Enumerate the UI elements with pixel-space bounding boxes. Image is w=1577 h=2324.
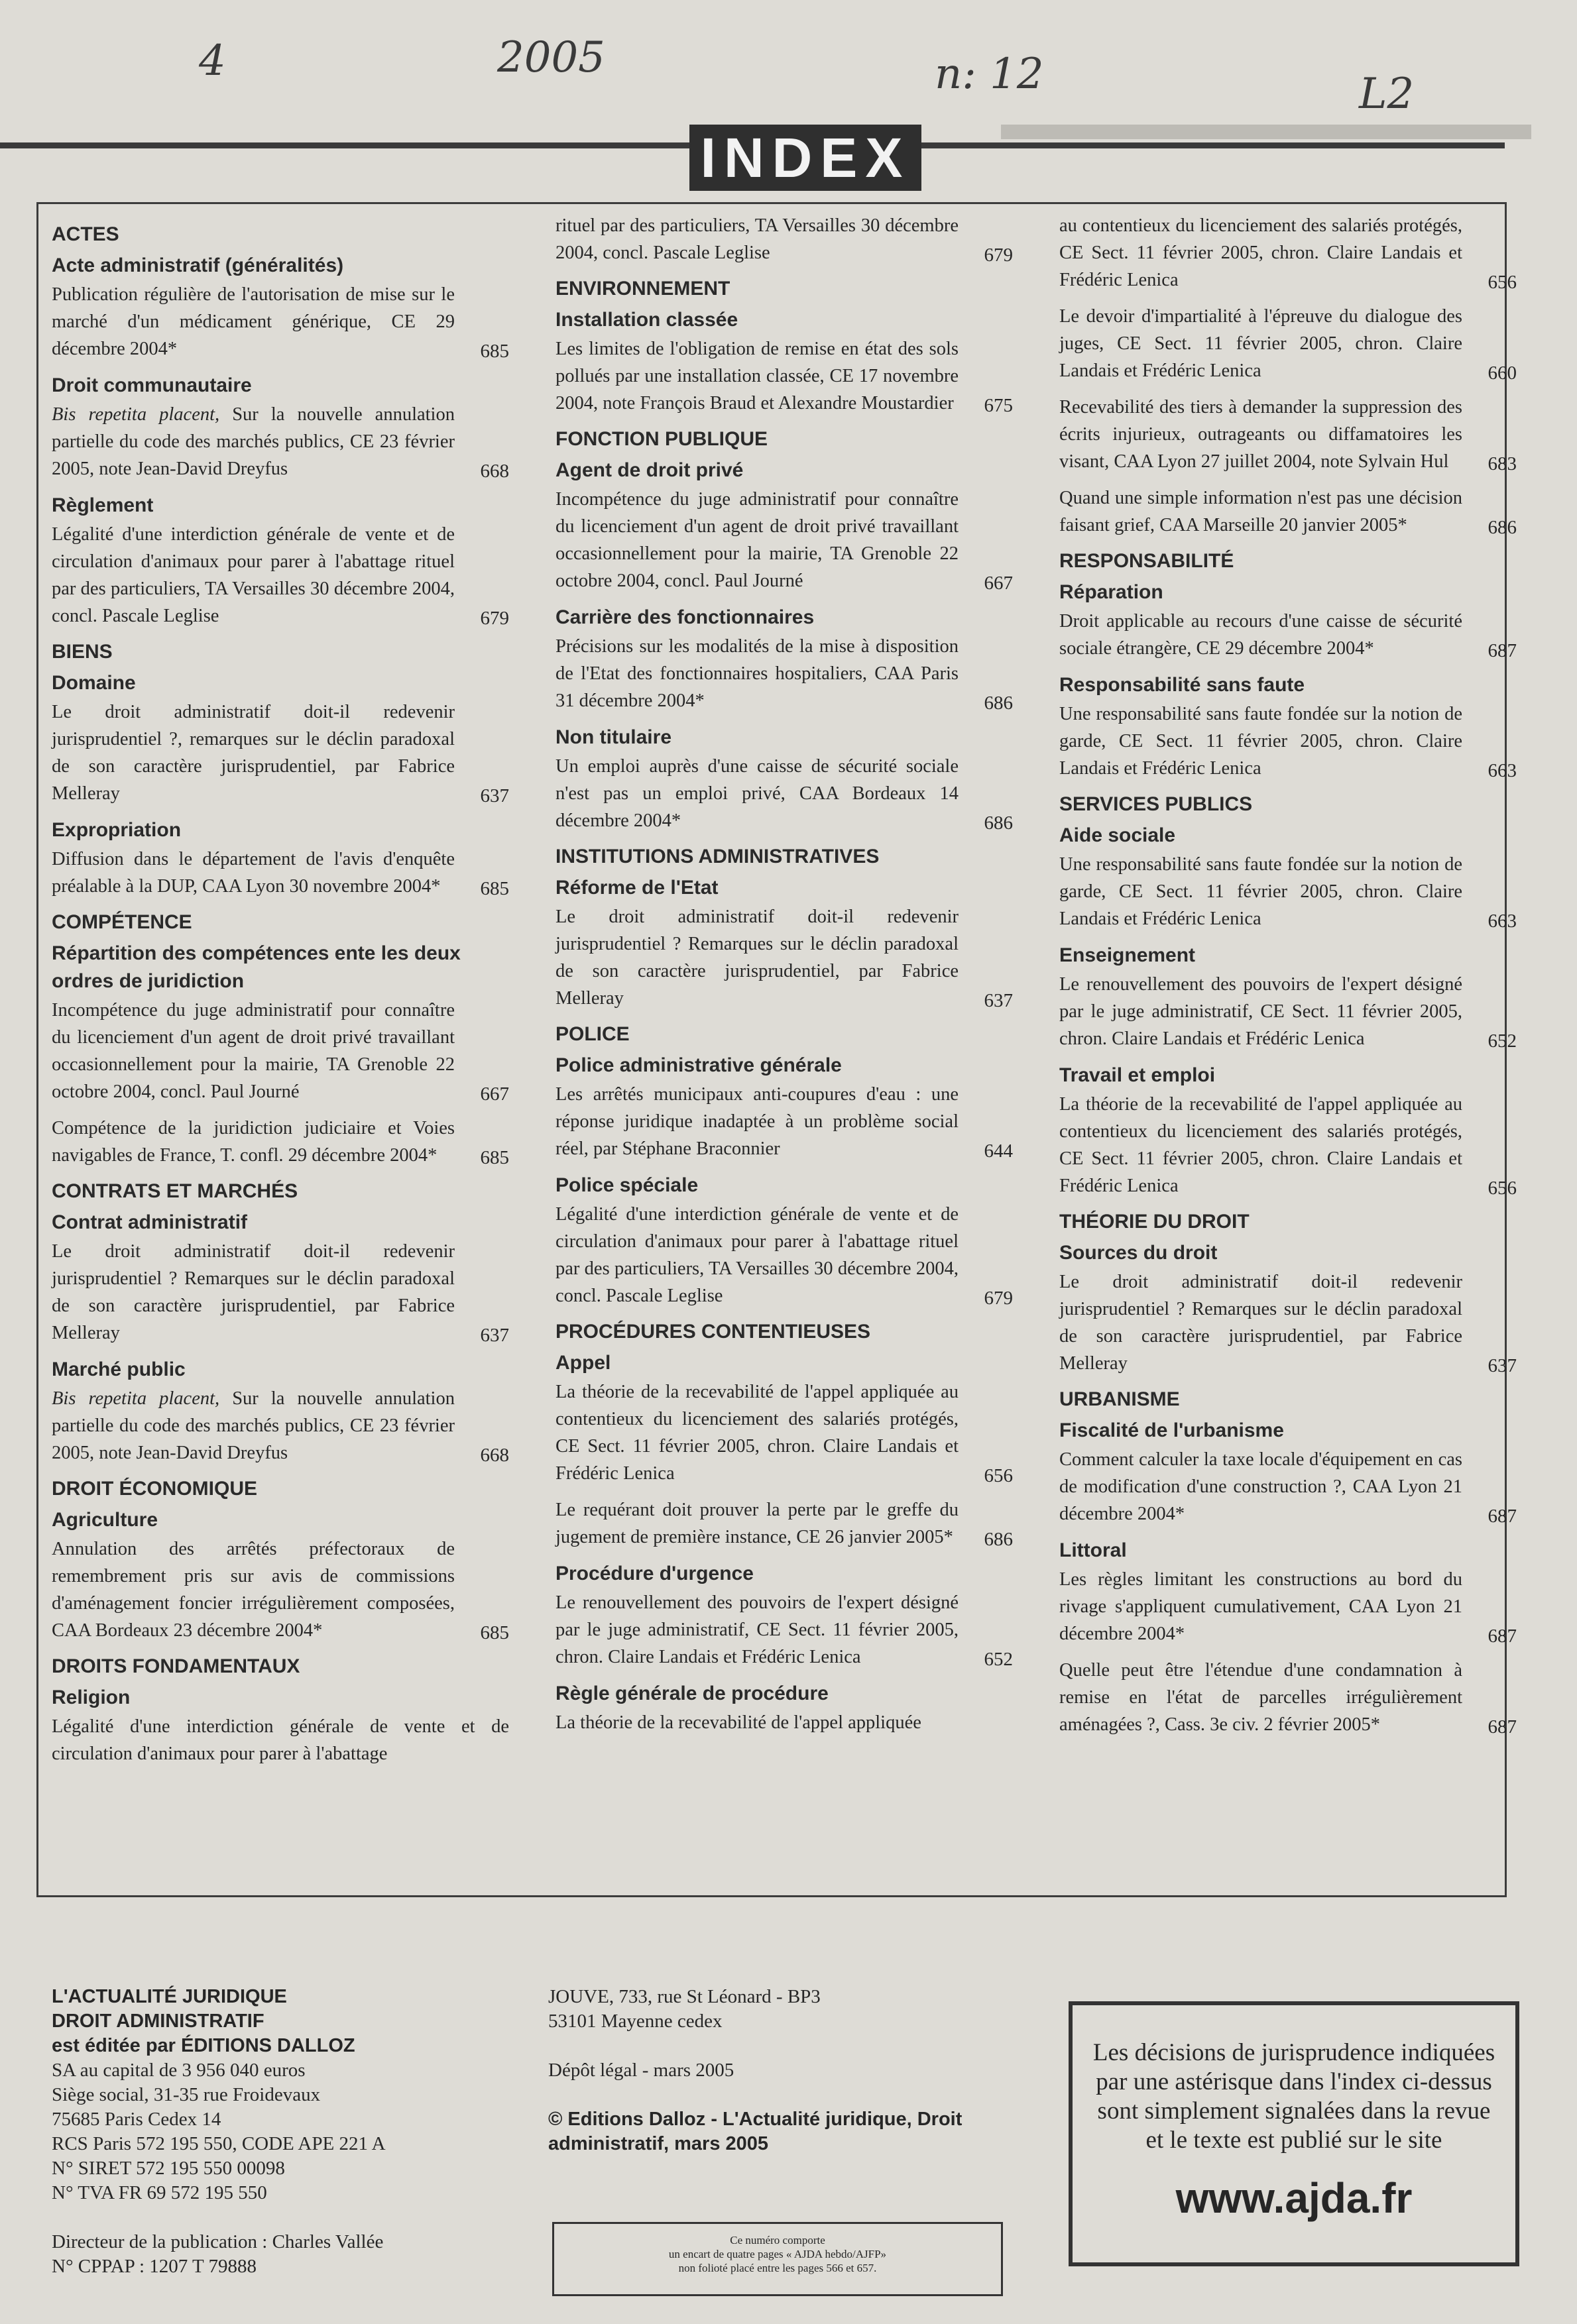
section-heading: PROCÉDURES CONTENTIEUSES xyxy=(555,1321,871,1343)
page-number: 668 xyxy=(480,461,509,482)
index-entry xyxy=(52,1535,509,1644)
publisher-line: DROIT ADMINISTRATIF xyxy=(52,2011,264,2032)
entry-italic-text: Bis repetita placent, xyxy=(52,404,220,425)
entry-text: Quelle peut être l'étendue d'une condamnation à remise en l'état de parcelles irrégulièrement aménagées ?, Cass. 3e civ. 2 février 2005* xyxy=(1059,1660,1462,1735)
entry-text: Les limites de l'obligation de remise en état des sols pollués par une installation classée, CE 17 novembre 2004, note François Braud et Alexandre Moustardier xyxy=(555,339,959,414)
subsection-heading: Police administrative générale xyxy=(555,1054,842,1076)
subsection-heading: Contrat administratif xyxy=(52,1211,248,1233)
page-number: 656 xyxy=(1488,1178,1517,1199)
index-entry xyxy=(1059,212,1517,294)
entry-text: La théorie de la recevabilité de l'appel appliquée xyxy=(555,1712,921,1733)
subsection-heading: Travail et emploi xyxy=(1059,1064,1216,1086)
subsection-heading: Carrière des fonctionnaires xyxy=(555,606,815,628)
index-entry xyxy=(1059,1091,1517,1199)
publisher-line: N° SIRET 572 195 550 00098 xyxy=(52,2158,285,2179)
subsection-heading: Aide sociale xyxy=(1059,824,1176,846)
page-number: 667 xyxy=(984,573,1013,594)
page-number: 679 xyxy=(984,1288,1013,1309)
subsection-heading: Règle générale de procédure xyxy=(555,1683,829,1704)
subsection-heading: Police spéciale xyxy=(555,1174,699,1196)
page-number: 667 xyxy=(480,1083,509,1105)
section-heading: RESPONSABILITÉ xyxy=(1059,550,1234,572)
entry-text: Le requérant doit prouver la perte par le greffe du jugement de première instance, CE 26 janvier 2005* xyxy=(555,1500,959,1547)
subsection-heading: Procédure d'urgence xyxy=(555,1563,754,1584)
entry-text: Les arrêtés municipaux anti-coupures d'eau : une réponse juridique inadaptée à un problème social réel, par Stéphane Braconnier xyxy=(555,1084,959,1159)
subsection-heading: Réparation xyxy=(1059,581,1163,603)
index-entry xyxy=(1059,484,1517,539)
index-frame xyxy=(36,202,1517,1897)
index-entry xyxy=(555,753,1013,834)
publisher-line: Siège social, 31-35 rue Froidevaux xyxy=(52,2084,321,2105)
entry-text: Recevabilité des tiers à demander la suppression des écrits injurieux, outrageants ou diffamatoires les visant, CAA Lyon 27 juillet 2004, note Sylvain Hul xyxy=(1059,397,1462,472)
index-entry xyxy=(52,698,509,807)
section-heading: POLICE xyxy=(555,1023,630,1045)
entry-text: Le droit administratif doit-il redevenir jurisprudentiel ? Remarques sur le déclin paradoxal de son caractère jurisprudentiel, par Fabrice Melleray xyxy=(1059,1272,1462,1374)
section-heading: FONCTION PUBLIQUE xyxy=(555,428,768,450)
entry-text: Comment calculer la taxe locale d'équipement en cas de modification d'une construction ?, CAA Lyon 21 décembre 2004* xyxy=(1059,1449,1462,1524)
entry-text: La théorie de la recevabilité de l'appel appliquée au contentieux du licenciement des salariés protégés, CE Sect. 11 février 2005, chron. Claire Landais et Frédéric Lenica xyxy=(555,1382,959,1484)
index-entry xyxy=(52,1238,509,1347)
entry-text: au contentieux du licenciement des salariés protégés, CE Sect. 11 février 2005, chron. Claire Landais et Frédéric Lenica xyxy=(1059,215,1462,290)
entry-text: Une responsabilité sans faute fondée sur la notion de garde, CE Sect. 11 février 2005, chron. Claire Landais et Frédéric Lenica xyxy=(1059,704,1462,779)
index-entry xyxy=(555,335,1013,417)
entry-text: Un emploi auprès d'une caisse de sécurité sociale n'est pas un emploi privé, CAA Bordeaux 14 décembre 2004* xyxy=(555,756,959,831)
entry-text: Légalité d'une interdiction générale de vente et de circulation d'animaux pour parer à l'abattage rituel par des particuliers, TA Versailles 30 décembre 2004, concl. Pascale Leglise xyxy=(52,524,455,626)
index-entry xyxy=(555,1081,1013,1162)
entry-text: Le devoir d'impartialité à l'épreuve du dialogue des juges, CE Sect. 11 février 2005, chron. Claire Landais et Frédéric Lenica xyxy=(1059,306,1462,381)
printer-info xyxy=(548,1985,1012,2156)
index-entry xyxy=(1059,971,1517,1052)
page-number: 687 xyxy=(1488,1626,1517,1647)
subsection-heading: Répartition des compétences ente les deux ordres de juridiction xyxy=(52,942,461,992)
entry-text: Le renouvellement des pouvoirs de l'expert désigné par le juge administratif, CE Sect. 11 février 2005, chron. Claire Landais et Frédéric Lenica xyxy=(555,1592,959,1667)
publisher-line: N° TVA FR 69 572 195 550 xyxy=(52,2182,267,2203)
entry-text: Quand une simple information n'est pas une décision faisant grief, CAA Marseille 20 janvier 2005* xyxy=(1059,488,1462,535)
index-entry xyxy=(555,1709,1013,1736)
subsection-heading: Appel xyxy=(555,1352,611,1374)
page-number: 683 xyxy=(1488,453,1517,474)
entry-text: Le droit administratif doit-il redevenir jurisprudentiel ? Remarques sur le déclin paradoxal de son caractère jurisprudentiel, par Fabrice Melleray xyxy=(52,1241,455,1343)
handwritten-note-1: 4 xyxy=(199,36,226,85)
subsection-heading: Littoral xyxy=(1059,1539,1127,1561)
handwritten-note-number: n: 12 xyxy=(935,50,1044,99)
index-column-2 xyxy=(555,212,1013,1745)
subsection-heading: Sources du droit xyxy=(1059,1242,1218,1264)
index-entry xyxy=(52,1713,509,1767)
index-entry xyxy=(1059,1566,1517,1647)
section-heading: COMPÉTENCE xyxy=(52,911,192,933)
section-heading: INSTITUTIONS ADMINISTRATIVES xyxy=(555,846,880,867)
printer-line: administratif, mars 2005 xyxy=(548,2133,769,2154)
section-heading: THÉORIE DU DROIT xyxy=(1059,1211,1250,1233)
index-entry xyxy=(555,903,1013,1012)
index-entry xyxy=(1059,608,1517,662)
section-heading: URBANISME xyxy=(1059,1388,1180,1410)
page-number: 652 xyxy=(1488,1030,1517,1052)
page-number: 652 xyxy=(984,1649,1013,1670)
publisher-line: L'ACTUALITÉ JURIDIQUE xyxy=(52,1986,287,2007)
page-number: 656 xyxy=(1488,272,1517,293)
subsection-heading: Enseignement xyxy=(1059,944,1196,966)
printer-line: Dépôt légal - mars 2005 xyxy=(548,2060,734,2081)
entry-text: Incompétence du juge administratif pour connaître du licenciement d'un agent de droit privé travaillant occasionnellement pour la mairie, TA Grenoble 22 octobre 2004, concl. Paul Journé xyxy=(555,489,959,591)
printer-line: © Editions Dalloz - L'Actualité juridique, Droit xyxy=(548,2109,963,2130)
page-number: 686 xyxy=(984,812,1013,834)
page-number: 687 xyxy=(1488,1716,1517,1738)
entry-text: Compétence de la juridiction judiciaire et Voies navigables de France, T. confl. 29 décembre 2004* xyxy=(52,1118,455,1166)
printer-line: JOUVE, 733, rue St Léonard - BP3 xyxy=(548,1986,821,2007)
printer-line xyxy=(548,2034,1012,2058)
index-entry xyxy=(555,633,1013,714)
index-entry xyxy=(52,281,509,362)
page-number: 687 xyxy=(1488,1506,1517,1527)
subsection-heading: Expropriation xyxy=(52,819,182,841)
subsection-heading: Responsabilité sans faute xyxy=(1059,674,1305,696)
subsection-heading: Règlement xyxy=(52,494,154,516)
publisher-line: est éditée par ÉDITIONS DALLOZ xyxy=(52,2035,355,2056)
index-entry xyxy=(52,997,509,1105)
index-entry xyxy=(52,401,509,482)
entry-text: Incompétence du juge administratif pour connaître du licenciement d'un agent de droit privé travaillant occasionnellement pour la mairie, TA Grenoble 22 octobre 2004, concl. Paul Journé xyxy=(52,1000,455,1102)
index-entry xyxy=(555,1201,1013,1309)
entry-text: Précisions sur les modalités de la mise à disposition de l'Etat des fonctionnaires hospitaliers, CAA Paris 31 décembre 2004* xyxy=(555,636,959,711)
section-heading: BIENS xyxy=(52,641,113,663)
publisher-line: SA au capital de 3 956 040 euros xyxy=(52,2060,306,2081)
website-link[interactable]: www.ajda.fr xyxy=(1175,2174,1413,2222)
insert-line: Ce numéro comporte xyxy=(730,2234,825,2246)
page-title: INDEX xyxy=(689,125,921,191)
subsection-heading: Agent de droit privé xyxy=(555,459,744,481)
insert-notice xyxy=(552,2222,1003,2296)
page-number: 685 xyxy=(480,1622,509,1643)
header-rule-right xyxy=(921,142,1505,148)
page-number: 685 xyxy=(480,1147,509,1168)
printer-line: 53101 Mayenne cedex xyxy=(548,2011,723,2032)
entry-text: Diffusion dans le département de l'avis d'enquête préalable à la DUP, CAA Lyon 30 novembre 2004* xyxy=(52,849,455,897)
publisher-line: Directeur de la publication : Charles Vallée xyxy=(52,2231,384,2252)
notice-text: Les décisions de jurisprudence indiquées par une astérisque dans l'index ci-dessus sont simplement signalées dans la revue et le texte est publié sur le site xyxy=(1092,2039,1495,2154)
entry-text: La théorie de la recevabilité de l'appel appliquée au contentieux du licenciement des salariés protégés, CE Sect. 11 février 2005, chron. Claire Landais et Frédéric Lenica xyxy=(1059,1094,1462,1196)
page-number: 644 xyxy=(984,1140,1013,1162)
entry-text: Sur la nouvelle annulation partielle du code des marchés publics, CE 23 février 2005, note Jean-David Dreyfus xyxy=(52,404,455,479)
entry-text: Une responsabilité sans faute fondée sur la notion de garde, CE Sect. 11 février 2005, chron. Claire Landais et Frédéric Lenica xyxy=(1059,854,1462,929)
subsection-heading: Droit communautaire xyxy=(52,374,252,396)
index-entry xyxy=(52,521,509,630)
index-entry xyxy=(52,846,509,900)
subsection-heading: Réforme de l'Etat xyxy=(555,877,719,899)
section-heading: DROIT ÉCONOMIQUE xyxy=(52,1478,258,1500)
page-number: 679 xyxy=(480,608,509,629)
section-heading: CONTRATS ET MARCHÉS xyxy=(52,1180,298,1202)
index-entry xyxy=(1059,851,1517,932)
section-heading: SERVICES PUBLICS xyxy=(1059,793,1253,815)
subsection-heading: Non titulaire xyxy=(555,726,672,748)
subsection-heading: Fiscalité de l'urbanisme xyxy=(1059,1419,1284,1441)
page-number: 668 xyxy=(480,1445,509,1466)
subsection-heading: Acte administratif (généralités) xyxy=(52,254,344,276)
index-entry xyxy=(1059,700,1517,782)
publisher-line xyxy=(52,2205,516,2230)
subsection-heading: Marché public xyxy=(52,1358,186,1380)
page-number: 686 xyxy=(984,1529,1013,1550)
entry-text: Le droit administratif doit-il redevenir jurisprudentiel ? Remarques sur le déclin paradoxal de son caractère jurisprudentiel, par Fabrice Melleray xyxy=(555,907,959,1009)
index-entry xyxy=(1059,1446,1517,1527)
publisher-info xyxy=(52,1985,516,2279)
index-entry xyxy=(555,1589,1013,1671)
publisher-line: N° CPPAP : 1207 T 79888 xyxy=(52,2256,257,2277)
index-column-3 xyxy=(1059,212,1517,1747)
entry-text: Publication régulière de l'autorisation de mise sur le marché d'un médicament générique, CE 29 décembre 2004* xyxy=(52,284,455,359)
entry-text: Sur la nouvelle annulation partielle du code des marchés publics, CE 23 février 2005, note Jean-David Dreyfus xyxy=(52,1388,455,1463)
index-entry xyxy=(555,212,1013,266)
subsection-heading: Agriculture xyxy=(52,1509,158,1531)
page-number: 637 xyxy=(480,1325,509,1346)
entry-italic-text: Bis repetita placent, xyxy=(52,1388,220,1409)
handwritten-note-code: L2 xyxy=(1359,70,1415,119)
page-number: 685 xyxy=(480,878,509,899)
page-number: 687 xyxy=(1488,640,1517,661)
page-number: 686 xyxy=(1488,517,1517,538)
index-entry xyxy=(1059,1268,1517,1377)
page-number: 663 xyxy=(1488,760,1517,781)
jurisprudence-notice xyxy=(1069,2001,1519,2266)
subsection-heading: Domaine xyxy=(52,672,136,694)
index-entry xyxy=(52,1115,509,1169)
page-number: 686 xyxy=(984,692,1013,714)
entry-text: Annulation des arrêtés préfectoraux de remembrement pris sur avis de commissions d'aménagement foncier irrégulièrement composées, CAA Bordeaux 23 décembre 2004* xyxy=(52,1539,455,1641)
page-number: 663 xyxy=(1488,911,1517,932)
insert-line: non folioté placé entre les pages 566 et 657. xyxy=(678,2262,877,2274)
index-entry xyxy=(52,1385,509,1466)
publisher-line: RCS Paris 572 195 550, CODE APE 221 A xyxy=(52,2133,386,2154)
page-number: 637 xyxy=(984,990,1013,1011)
index-entry xyxy=(1059,1657,1517,1738)
publisher-line: 75685 Paris Cedex 14 xyxy=(52,2109,221,2130)
handwritten-note-year: 2005 xyxy=(497,33,605,82)
index-entry xyxy=(1059,394,1517,475)
section-heading: ENVIRONNEMENT xyxy=(555,278,730,300)
entry-text: Le renouvellement des pouvoirs de l'expert désigné par le juge administratif, CE Sect. 11 février 2005, chron. Claire Landais et Frédéric Lenica xyxy=(1059,974,1462,1049)
entry-text: Légalité d'une interdiction générale de vente et de circulation d'animaux pour parer à l'abattage xyxy=(52,1716,509,1764)
header-rule-bar xyxy=(1001,125,1531,139)
page-number: 656 xyxy=(984,1465,1013,1486)
entry-text: Droit applicable au recours d'une caisse de sécurité sociale étrangère, CE 29 décembre 2004* xyxy=(1059,611,1462,659)
header-rule-left xyxy=(0,142,689,148)
index-entry xyxy=(555,486,1013,594)
page-number: 679 xyxy=(984,245,1013,266)
page-number: 675 xyxy=(984,395,1013,416)
index-column-1 xyxy=(52,212,509,1777)
index-entry xyxy=(555,1378,1013,1487)
entry-text: Légalité d'une interdiction générale de vente et de circulation d'animaux pour parer à l'abattage rituel par des particuliers, TA Versailles 30 décembre 2004, concl. Pascale Leglise xyxy=(555,1204,959,1306)
insert-line: un encart de quatre pages « AJDA hebdo/AJFP» xyxy=(668,2248,887,2260)
entry-text: Le droit administratif doit-il redevenir jurisprudentiel ?, remarques sur le déclin paradoxal de son caractère jurisprudentiel, par Fabrice Melleray xyxy=(52,702,455,804)
page-number: 637 xyxy=(1488,1355,1517,1376)
index-entry xyxy=(1059,303,1517,384)
index-entry xyxy=(555,1496,1013,1551)
entry-text: Les règles limitant les constructions au bord du rivage s'appliquent cumulativement, CAA Lyon 21 décembre 2004* xyxy=(1059,1569,1462,1644)
section-heading: ACTES xyxy=(52,223,119,245)
subsection-heading: Religion xyxy=(52,1687,131,1708)
printer-line xyxy=(548,2083,1012,2107)
entry-text: rituel par des particuliers, TA Versailles 30 décembre 2004, concl. Pascale Leglise xyxy=(555,215,959,263)
page-number: 685 xyxy=(480,341,509,362)
subsection-heading: Installation classée xyxy=(555,309,738,331)
page-number: 660 xyxy=(1488,362,1517,384)
section-heading: DROITS FONDAMENTAUX xyxy=(52,1655,300,1677)
page-number: 637 xyxy=(480,785,509,806)
